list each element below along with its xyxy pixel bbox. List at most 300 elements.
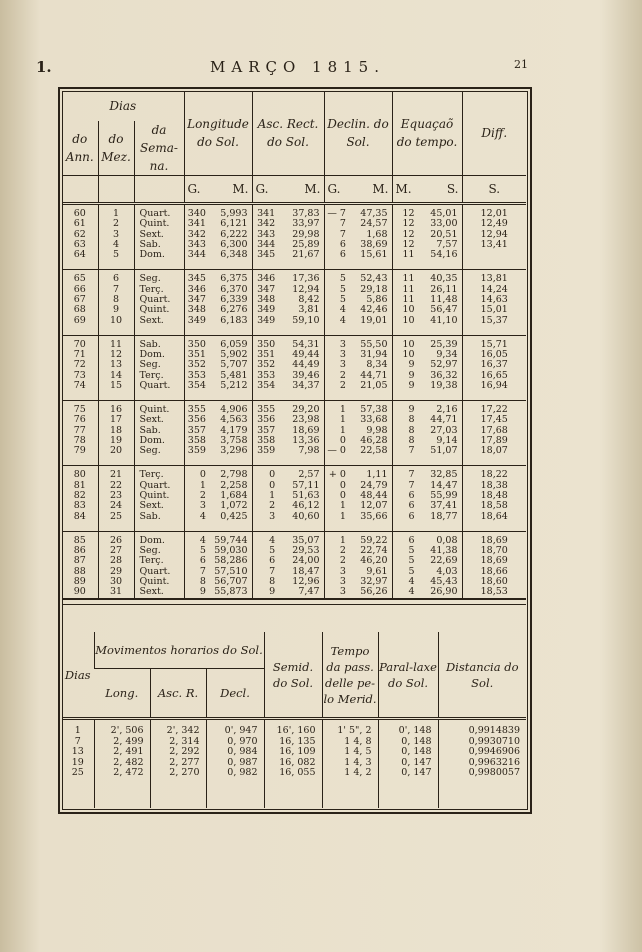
- eq_m-value: 6: [408, 534, 415, 546]
- eq_s-value: 22,69: [430, 555, 458, 567]
- diff-value: 18,69: [480, 534, 508, 546]
- asc_g-value: 5: [269, 545, 276, 557]
- sem-value: Dom.: [139, 434, 165, 446]
- decl-value: 0, 982: [227, 767, 258, 778]
- hourly-motions-table: [62, 632, 526, 808]
- dec_g-value: 2: [339, 555, 346, 567]
- day-group: [62, 531, 526, 598]
- mez-value: 25: [109, 510, 123, 522]
- mez-value: 24: [109, 500, 123, 512]
- sem-value: Seg.: [139, 445, 161, 457]
- lon_g-value: 348: [187, 304, 206, 316]
- dec_m-value: 24,57: [360, 218, 388, 230]
- mez-value: 16: [109, 404, 123, 416]
- diff-value: 14,24: [480, 283, 508, 295]
- paral-value: 0', 148: [398, 725, 432, 736]
- eq_s-value: 25,39: [430, 338, 458, 350]
- eq_m-value: 8: [408, 424, 415, 436]
- semid-header: Semid. do Sol.: [264, 632, 322, 719]
- asc_m-value: 13,36: [292, 434, 320, 446]
- mez-value: 2: [112, 218, 120, 230]
- table-separator: [62, 599, 526, 605]
- asc_m-value: 21,67: [292, 249, 320, 261]
- mez-value: 9: [112, 304, 120, 316]
- eq_s-value: 55,99: [430, 490, 458, 502]
- lon_g-value: 358: [187, 434, 206, 446]
- mez-value: 10: [109, 314, 123, 326]
- asc_m-value: 7,47: [298, 586, 320, 598]
- dec_m-value: 47,35: [360, 208, 388, 219]
- unit-g: G.: [327, 182, 341, 196]
- lon_g-value: 1: [199, 479, 206, 491]
- sem-value: Quart.: [139, 565, 171, 577]
- lon_m-value: 3,758: [220, 434, 248, 446]
- mez-value: 20: [109, 445, 123, 457]
- mez-value: 6: [112, 273, 120, 285]
- asc_g-value: 9: [269, 586, 276, 598]
- eq_s-value: 41,38: [430, 545, 458, 557]
- eq_s-value: 54,16: [430, 249, 458, 261]
- sem-value: Seg.: [139, 359, 161, 371]
- dec_m-value: 1,68: [366, 228, 388, 240]
- asc_g-value: 7: [269, 565, 276, 577]
- eq_s-value: 36,32: [430, 369, 458, 381]
- asc_g-value: 6: [269, 555, 276, 567]
- diff-value: 17,22: [480, 404, 508, 416]
- eq_m-value: 10: [402, 304, 415, 316]
- ann-value: 67: [73, 293, 86, 305]
- sem-value: Quint.: [139, 218, 170, 230]
- lon_g-value: 359: [187, 445, 206, 457]
- eq_m-value: 4: [408, 586, 415, 598]
- sem-value: Quart.: [139, 379, 171, 391]
- asc_g-value: 349: [257, 314, 276, 326]
- sem-value: Quart.: [139, 208, 171, 219]
- asc-rect-header: Asc. Rect. do Sol.: [252, 91, 324, 176]
- dec_g-value: 0: [339, 434, 346, 446]
- tempo-value: 1 4, 8: [344, 735, 372, 747]
- paral-value: 0, 148: [401, 746, 432, 757]
- decl-value: 0', 947: [224, 725, 258, 736]
- diff-value: 18,69: [480, 555, 508, 567]
- asc-value: 2, 270: [169, 767, 200, 778]
- asc_g-value: 4: [269, 534, 276, 546]
- day-group: [62, 335, 526, 400]
- dias-value: 13: [71, 746, 84, 757]
- dec_m-value: 38,69: [360, 238, 388, 250]
- dist-value: 0,9914839: [468, 725, 520, 736]
- eq_m-value: 7: [408, 445, 415, 457]
- eq_s-value: 7,57: [436, 238, 458, 250]
- ann-value: 88: [73, 565, 86, 577]
- asc_m-value: 37,83: [292, 208, 320, 219]
- dec_g-value: 1: [339, 424, 346, 436]
- asc_g-value: 349: [257, 304, 276, 316]
- diff-value: 18,53: [480, 586, 508, 598]
- dec_m-value: 8,34: [366, 359, 388, 371]
- tempo-value: 1 4, 2: [344, 767, 372, 778]
- ann-value: 76: [73, 414, 86, 426]
- eq_s-value: 51,07: [430, 445, 458, 457]
- ann-value: 61: [73, 218, 86, 230]
- asc_g-value: 343: [257, 228, 276, 240]
- asc_m-value: 29,98: [292, 228, 320, 240]
- lon_m-value: 6,121: [220, 218, 248, 230]
- diff-value: 18,58: [480, 500, 508, 512]
- dec_m-value: 46,20: [360, 555, 388, 567]
- asc_m-value: 46,12: [292, 500, 320, 512]
- dec_m-value: 56,26: [360, 586, 388, 598]
- lon_m-value: 59,744: [214, 534, 248, 546]
- ann-value: 75: [73, 404, 86, 416]
- ann-value: 90: [73, 586, 86, 598]
- lon_m-value: 2,798: [220, 469, 248, 481]
- sem-value: Seg.: [139, 545, 161, 557]
- lon_g-value: 7: [199, 565, 206, 577]
- lon_m-value: 0,425: [220, 510, 248, 522]
- dec_m-value: 9,61: [366, 565, 388, 577]
- mez-value: 13: [109, 359, 123, 371]
- sem-value: Sext.: [139, 228, 164, 240]
- long-value: 2, 472: [113, 767, 144, 778]
- eq_m-value: 6: [408, 510, 415, 522]
- diff-header: Diff.: [462, 91, 526, 176]
- ann-value: 85: [73, 534, 86, 546]
- tempo-value: 1' 5", 2: [337, 725, 372, 736]
- dec_m-value: 33,68: [360, 414, 388, 426]
- asc_m-value: 17,36: [292, 273, 320, 285]
- eq_s-value: 32,85: [430, 469, 458, 481]
- semid-value: 16, 055: [279, 767, 316, 778]
- paral-value: 0, 147: [401, 756, 432, 768]
- movimentos-header: Movimentos horarios do Sol.: [94, 632, 264, 669]
- asc_m-value: 33,97: [292, 218, 320, 230]
- asc_g-value: 359: [257, 445, 276, 457]
- dist-value: 0,9946906: [468, 746, 520, 757]
- diff-value: 17,45: [480, 414, 508, 426]
- dec_g-value: 5: [339, 293, 346, 305]
- dec_g-value: — 0: [327, 445, 346, 457]
- asc_g-value: 2: [269, 500, 276, 512]
- dias2-header: Dias: [64, 667, 91, 682]
- do-ann-header: do Ann.: [65, 132, 94, 164]
- asc_m-value: 7,98: [298, 445, 320, 457]
- lon_m-value: 5,993: [220, 208, 248, 219]
- asc-value: 2, 277: [169, 756, 200, 768]
- lon_m-value: 6,276: [220, 304, 248, 316]
- eq_m-value: 9: [408, 369, 415, 381]
- mez-value: 14: [109, 369, 123, 381]
- asc_g-value: 3: [269, 510, 276, 522]
- diff-value: 15,01: [480, 304, 508, 316]
- asc_m-value: 23,98: [292, 414, 320, 426]
- eq_m-value: 8: [408, 414, 415, 426]
- ephemeris-table: [62, 91, 526, 599]
- diff-value: 13,81: [480, 273, 508, 285]
- mez-value: 7: [112, 283, 120, 295]
- asc_g-value: 8: [269, 575, 276, 587]
- asc_m-value: 49,44: [292, 349, 320, 361]
- eq_s-value: 37,41: [430, 500, 458, 512]
- lon_m-value: 6,059: [220, 338, 248, 350]
- ann-value: 84: [73, 510, 86, 522]
- eq_m-value: 11: [402, 273, 415, 285]
- sem-value: Sext.: [139, 500, 164, 512]
- day-group: [62, 401, 526, 466]
- sem-value: Terç.: [139, 369, 164, 381]
- semid-value: 16', 160: [276, 725, 316, 736]
- dec_m-value: 35,66: [360, 510, 388, 522]
- ann-value: 66: [73, 283, 86, 295]
- dec_m-value: 42,46: [360, 304, 388, 316]
- lon_g-value: 353: [187, 369, 206, 381]
- dias-value: 7: [74, 735, 81, 747]
- mez-value: 4: [112, 238, 120, 250]
- dec_g-value: 5: [339, 273, 346, 285]
- eq_m-value: 4: [408, 575, 415, 587]
- eq_m-value: 7: [408, 469, 415, 481]
- ann-value: 69: [73, 314, 86, 326]
- asc-value: 2', 342: [166, 725, 200, 736]
- lon_m-value: 55,873: [214, 586, 248, 598]
- asc_m-value: 25,89: [292, 238, 320, 250]
- eq_m-value: 10: [402, 349, 415, 361]
- dec_g-value: 3: [339, 359, 346, 371]
- asc_m-value: 35,07: [292, 534, 320, 546]
- asc_m-value: 8,42: [298, 293, 320, 305]
- decl-value: 0, 970: [227, 735, 258, 747]
- sem-value: Sab.: [139, 510, 161, 522]
- lon_g-value: 342: [187, 228, 206, 240]
- longitude-header: Longitude do Sol.: [184, 91, 252, 176]
- lon_g-value: 0: [199, 469, 206, 481]
- dec_m-value: 57,38: [360, 404, 388, 416]
- dec_g-value: 1: [339, 404, 346, 416]
- diff-value: 18,07: [480, 445, 508, 457]
- lon_g-value: 8: [199, 575, 206, 587]
- unit-m: M.: [395, 182, 412, 196]
- sem-value: Quint.: [139, 304, 170, 316]
- dec_m-value: 9,98: [366, 424, 388, 436]
- dec_m-value: 24,79: [360, 479, 388, 491]
- lon_g-value: 4: [199, 510, 206, 522]
- eq_s-value: 26,11: [430, 283, 458, 295]
- lon_m-value: 58,286: [214, 555, 248, 567]
- sem-value: Dom.: [139, 349, 165, 361]
- diff-value: 12,94: [480, 228, 508, 240]
- lon_g-value: 355: [187, 404, 206, 416]
- dec_m-value: 22,58: [360, 445, 388, 457]
- dec_g-value: 4: [339, 304, 346, 316]
- sem-value: Quint.: [139, 404, 170, 416]
- lon_m-value: 5,481: [220, 369, 248, 381]
- ann-value: 62: [73, 228, 86, 240]
- lon_g-value: 354: [187, 379, 206, 391]
- asc_g-value: 342: [257, 218, 276, 230]
- lon_g-value: 350: [187, 338, 206, 350]
- asc_m-value: 12,96: [292, 575, 320, 587]
- dec_g-value: 3: [339, 338, 346, 350]
- long-value: 2, 491: [113, 746, 144, 757]
- eq_s-value: 45,43: [430, 575, 458, 587]
- dist-header: Distancia do Sol.: [438, 632, 526, 719]
- dec_g-value: 5: [339, 283, 346, 295]
- eq_s-value: 33,00: [430, 218, 458, 230]
- dist-value: 0,9980057: [468, 767, 520, 778]
- eq_s-value: 56,47: [430, 304, 458, 316]
- ann-value: 72: [73, 359, 86, 371]
- diff-value: 12,01: [480, 208, 508, 219]
- paral-value: 0, 147: [401, 767, 432, 778]
- eq_s-value: 2,16: [436, 404, 458, 416]
- lon_g-value: 345: [187, 273, 206, 285]
- eq_s-value: 40,35: [430, 273, 458, 285]
- diff-value: 15,71: [480, 338, 508, 350]
- sem-value: Quart.: [139, 293, 171, 305]
- sem-value: Terç.: [139, 555, 164, 567]
- paral-value: 0, 148: [401, 735, 432, 747]
- lon_g-value: 2: [199, 490, 206, 502]
- lon_m-value: 6,348: [220, 249, 248, 261]
- asc_g-value: 1: [269, 490, 276, 502]
- dec_g-value: + 0: [328, 469, 346, 481]
- long-value: 2', 506: [110, 725, 144, 736]
- mez-value: 1: [112, 208, 120, 219]
- ann-value: 77: [73, 424, 86, 436]
- dec_g-value: 3: [339, 575, 346, 587]
- sem-value: Dom.: [139, 249, 165, 261]
- mez-value: 26: [109, 534, 123, 546]
- eq_s-value: 26,90: [430, 586, 458, 598]
- asc-value: 2, 292: [169, 746, 200, 757]
- eq_m-value: 12: [402, 218, 415, 230]
- lon_m-value: 6,300: [220, 238, 248, 250]
- dec_g-value: 0: [339, 490, 346, 502]
- mez-value: 19: [109, 434, 123, 446]
- dec_m-value: 29,18: [360, 283, 388, 295]
- dec_m-value: 55,50: [360, 338, 388, 350]
- da-semana-header: da Sema-na.: [134, 121, 184, 176]
- eq_s-value: 52,97: [430, 359, 458, 371]
- dec_g-value: 1: [339, 414, 346, 426]
- lon_m-value: 6,375: [220, 273, 248, 285]
- asc_g-value: 0: [269, 479, 276, 491]
- asc_m-value: 57,11: [292, 479, 320, 491]
- unit-s: S.: [462, 176, 526, 204]
- asc_m-value: 29,53: [292, 545, 320, 557]
- asc_g-value: 341: [257, 208, 276, 219]
- lon_m-value: 57,510: [214, 565, 248, 577]
- asc_g-value: 354: [257, 379, 276, 391]
- eq_m-value: 12: [402, 228, 415, 240]
- dec_g-value: — 7: [327, 208, 346, 219]
- lon_m-value: 6,183: [220, 314, 248, 326]
- mez-value: 21: [109, 469, 123, 481]
- diff-value: 16,65: [480, 369, 508, 381]
- diff-value: 15,37: [480, 314, 508, 326]
- ann-value: 74: [73, 379, 86, 391]
- lon_m-value: 6,222: [220, 228, 248, 240]
- asc_m-value: 44,49: [292, 359, 320, 371]
- diff-value: 18,70: [480, 545, 508, 557]
- mez-value: 18: [109, 424, 123, 436]
- semid-value: 16, 109: [279, 746, 316, 757]
- asc_m-value: 24,00: [292, 555, 320, 567]
- lon_g-value: 5: [199, 545, 206, 557]
- mez-value: 5: [112, 249, 120, 261]
- sem-value: Terç.: [139, 283, 164, 295]
- lon_m-value: 5,902: [220, 349, 248, 361]
- dec_m-value: 46,28: [360, 434, 388, 446]
- sem-value: Quart.: [139, 479, 171, 491]
- decl-header: Decl.: [206, 669, 264, 719]
- dec_g-value: 6: [339, 238, 346, 250]
- eq_m-value: 6: [408, 490, 415, 502]
- eq_s-value: 27,03: [430, 424, 458, 436]
- mez-value: 22: [109, 479, 123, 491]
- eq_s-value: 19,38: [430, 379, 458, 391]
- eq_s-value: 9,34: [436, 349, 458, 361]
- diff-value: 17,89: [480, 434, 508, 446]
- mez-value: 28: [109, 555, 123, 567]
- dec_g-value: 2: [339, 369, 346, 381]
- eq_s-value: 41,10: [430, 314, 458, 326]
- ann-value: 87: [73, 555, 86, 567]
- asc_m-value: 54,31: [292, 338, 320, 350]
- diff-value: 18,64: [480, 510, 508, 522]
- mez-value: 31: [109, 586, 123, 598]
- dec_m-value: 52,43: [360, 273, 388, 285]
- ann-value: 73: [73, 369, 86, 381]
- lon_m-value: 3,296: [220, 445, 248, 457]
- asc-value: 2, 314: [169, 735, 200, 747]
- dec_g-value: 6: [339, 249, 346, 261]
- asc_m-value: 29,20: [292, 404, 320, 416]
- mez-value: 3: [112, 228, 120, 240]
- diff-value: 17,68: [480, 424, 508, 436]
- dec_g-value: 7: [339, 228, 346, 240]
- dias-value: 19: [71, 756, 84, 768]
- lon_m-value: 1,072: [220, 500, 248, 512]
- lon_g-value: 6: [199, 555, 206, 567]
- sem-value: Sext.: [139, 414, 164, 426]
- sem-value: Sab.: [139, 238, 161, 250]
- mez-value: 29: [109, 565, 123, 577]
- ann-value: 89: [73, 575, 86, 587]
- equacao-header: Equaçaõ do tempo.: [392, 91, 462, 176]
- asc_g-value: 344: [257, 238, 276, 250]
- paral-header: Paral-laxe do Sol.: [378, 632, 438, 719]
- dec_m-value: 15,61: [360, 249, 388, 261]
- long-value: 2, 499: [113, 735, 144, 747]
- dec_g-value: 3: [339, 586, 346, 598]
- asc_g-value: 347: [257, 283, 276, 295]
- eq_m-value: 9: [408, 404, 415, 416]
- diff-value: 16,37: [480, 359, 508, 371]
- unit-m: M.: [304, 182, 321, 196]
- eq_m-value: 12: [402, 238, 415, 250]
- asc_g-value: 352: [257, 359, 276, 371]
- asc_g-value: 0: [269, 469, 276, 481]
- asc_g-value: 356: [257, 414, 276, 426]
- dist-value: 0,9930710: [468, 735, 520, 747]
- dec_m-value: 21,05: [360, 379, 388, 391]
- asc_g-value: 353: [257, 369, 276, 381]
- asc_m-value: 51,63: [292, 490, 320, 502]
- asc_g-value: 351: [257, 349, 276, 361]
- dec_m-value: 31,94: [360, 349, 388, 361]
- mez-value: 27: [109, 545, 123, 557]
